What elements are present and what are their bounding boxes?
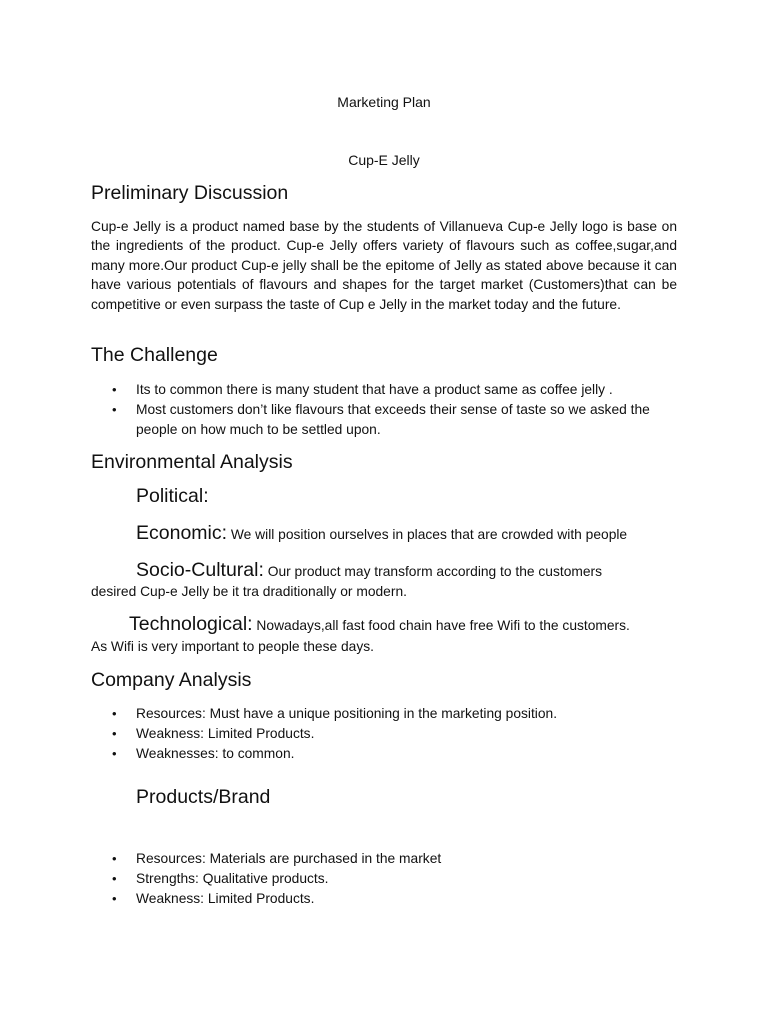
challenge-list	[91, 380, 681, 440]
list-item: • Most customers don’t like flavours that exceeds their sense of taste so we asked the people on how much to be settled upon.	[112, 402, 650, 437]
list-item: • Its to common there is many student that have a product same as coffee jelly .	[91, 380, 681, 400]
company-list	[91, 704, 681, 764]
bullet-icon: •	[112, 851, 117, 866]
environmental-heading: Environmental Analysis	[91, 451, 293, 473]
list-item: • Weakness: Limited Products.	[91, 724, 681, 744]
technological-text: Nowadays,all fast food chain have free Wifi to the customers.	[252, 618, 630, 633]
list-item: • Resources: Must have a unique positioning in the marketing position.	[91, 704, 681, 724]
company-heading: Company Analysis	[91, 669, 252, 691]
preliminary-heading: Preliminary Discussion	[91, 182, 289, 204]
political-label: Political:	[136, 485, 209, 507]
preliminary-paragraph: Cup-e Jelly is a product named base by the students of Villanueva Cup-e Jelly logo is base on the ingredients of the product. Cup-e Jelly offers variety of flavours such as coffee,sugar,and many more.Our product Cup-e jelly shall be the epitome of Jelly as stated above because it can have various potentials of flavours and shapes for the target market (Customers)that can be competitive or even surpass the taste of Cup e Jelly in the market today and the future.	[91, 219, 677, 312]
socio-cultural-row	[136, 559, 602, 582]
economic-row	[136, 522, 627, 545]
products-heading: Products/Brand	[136, 786, 271, 808]
bullet-icon: •	[112, 706, 117, 721]
list-item: • Resources: Materials are purchased in the market	[91, 849, 681, 869]
document-subtitle: Cup-E Jelly	[348, 152, 420, 168]
bullet-icon: •	[112, 382, 117, 397]
technological-label: Technological:	[129, 613, 253, 635]
products-list	[91, 849, 681, 909]
challenge-heading: The Challenge	[91, 344, 218, 366]
socio-cultural-text-continued: desired Cup-e Jelly be it tra draditionally or modern.	[91, 584, 407, 599]
socio-cultural-text: Our product may transform according to the customers	[263, 564, 603, 579]
list-item: • Strengths: Qualitative products.	[91, 869, 681, 889]
economic-label: Economic:	[136, 522, 228, 544]
bullet-icon: •	[112, 726, 117, 741]
list-item: • Weaknesses: to common.	[91, 744, 681, 764]
list-item: • Weakness: Limited Products.	[91, 889, 681, 909]
bullet-icon: •	[112, 746, 117, 761]
socio-cultural-label: Socio-Cultural:	[136, 559, 264, 581]
economic-text: We will position ourselves in places that are crowded with people	[227, 527, 628, 542]
technological-row	[129, 613, 630, 636]
bullet-icon: •	[112, 402, 117, 417]
technological-text-continued: As Wifi is very important to people these days.	[91, 639, 374, 654]
bullet-icon: •	[112, 871, 117, 886]
bullet-icon: •	[112, 891, 117, 906]
document-title: Marketing Plan	[337, 94, 431, 110]
political-row	[136, 485, 209, 508]
